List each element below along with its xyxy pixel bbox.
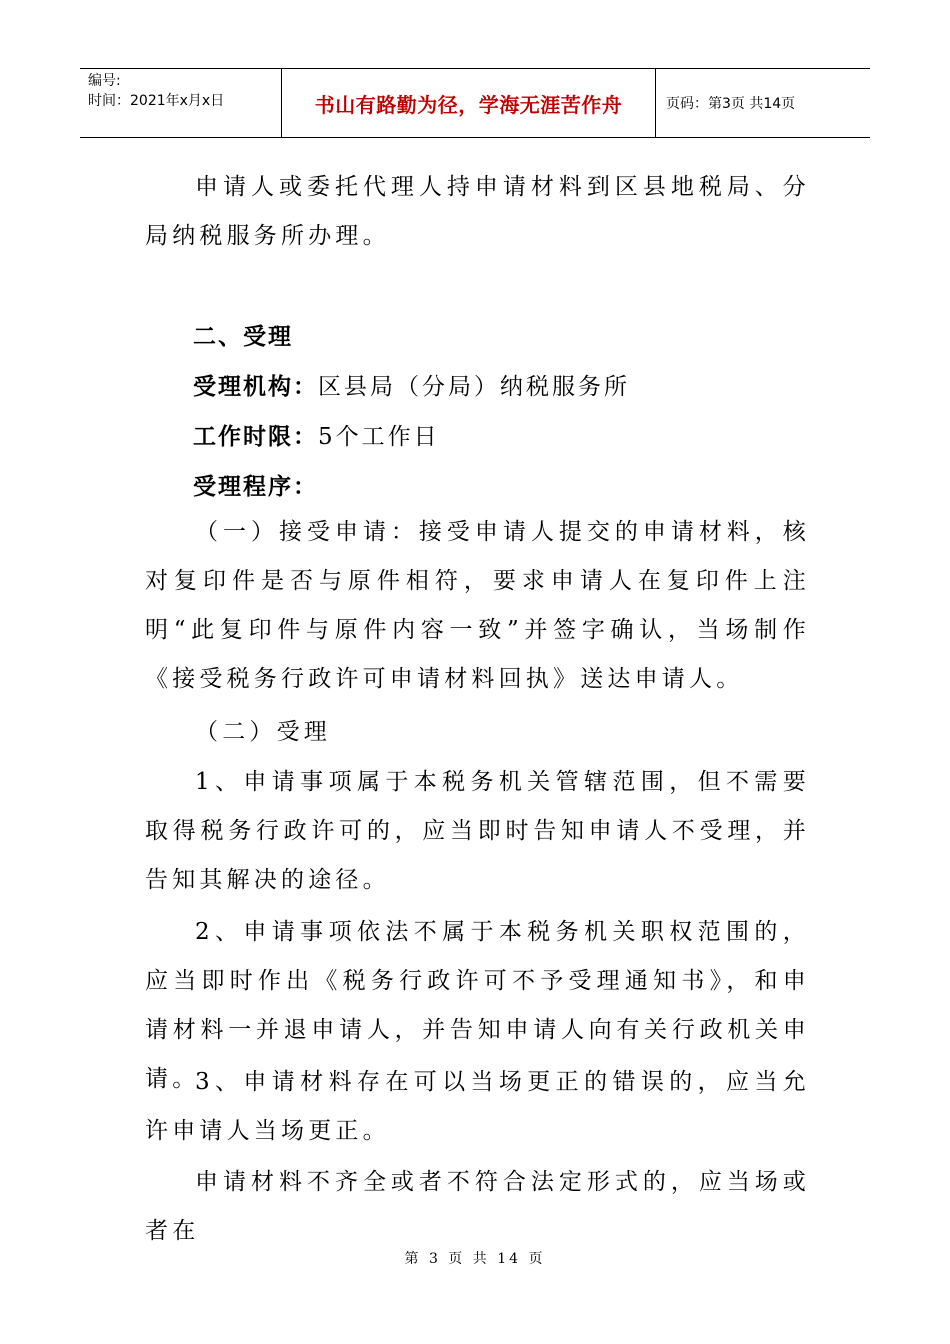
date-label: 时间：2021年x月x日 (88, 93, 225, 109)
org-label: 受理机构： (193, 374, 318, 400)
time-label: 工作时限： (193, 424, 318, 450)
header-page-info: 页码：第3页 共14页 (666, 96, 796, 112)
time-value: 5个工作日 (318, 424, 440, 450)
org-line (193, 368, 630, 401)
paragraph-incomplete: 申请材料不齐全或者不符合法定形式的，应当场或者在 (145, 1169, 810, 1244)
paragraph-item-3: 3、申请材料存在可以当场更正的错误的，应当允许申请人当场更正。 (145, 1069, 810, 1144)
paragraph-accept-application: （一）接受申请：接受申请人提交的申请材料，核对复印件是否与原件相符，要求申请人在复印件上注明“此复印件与原件内容一致”并签字确认，当场制作《接受税务行政许可申请材料回执》送达申请人。 (145, 519, 810, 692)
paragraph-item-2: 2、申请事项依法不属于本税务机关职权范围的，应当即时作出《税务行政许可不予受理通知书》，和申请材料一并退申请人，并告知申请人向有关行政机关申请。 (145, 919, 810, 1092)
time-line (193, 418, 440, 451)
paragraph-accept-heading: （二）受理 (195, 719, 331, 745)
number-label: 编号: (88, 73, 121, 89)
paragraph-apply: 申请人或委托代理人持申请材料到区县地税局、分局纳税服务所办理。 (145, 174, 810, 249)
header-meta (80, 69, 282, 137)
paragraph-item-1: 1、申请事项属于本税务机关管辖范围，但不需要取得税务行政许可的，应当即时告知申请人不受理，并告知其解决的途径。 (145, 769, 810, 893)
procedure-line (193, 468, 318, 501)
header-motto: 书山有路勤为径，学海无涯苦作舟 (282, 69, 656, 137)
page-footer: 第 3 页 共 14 页 (404, 1251, 546, 1267)
document-header (80, 68, 870, 138)
procedure-label: 受理程序： (193, 474, 318, 500)
org-value: 区县局（分局）纳税服务所 (318, 374, 630, 400)
section-title: 二、受理 (193, 324, 293, 350)
